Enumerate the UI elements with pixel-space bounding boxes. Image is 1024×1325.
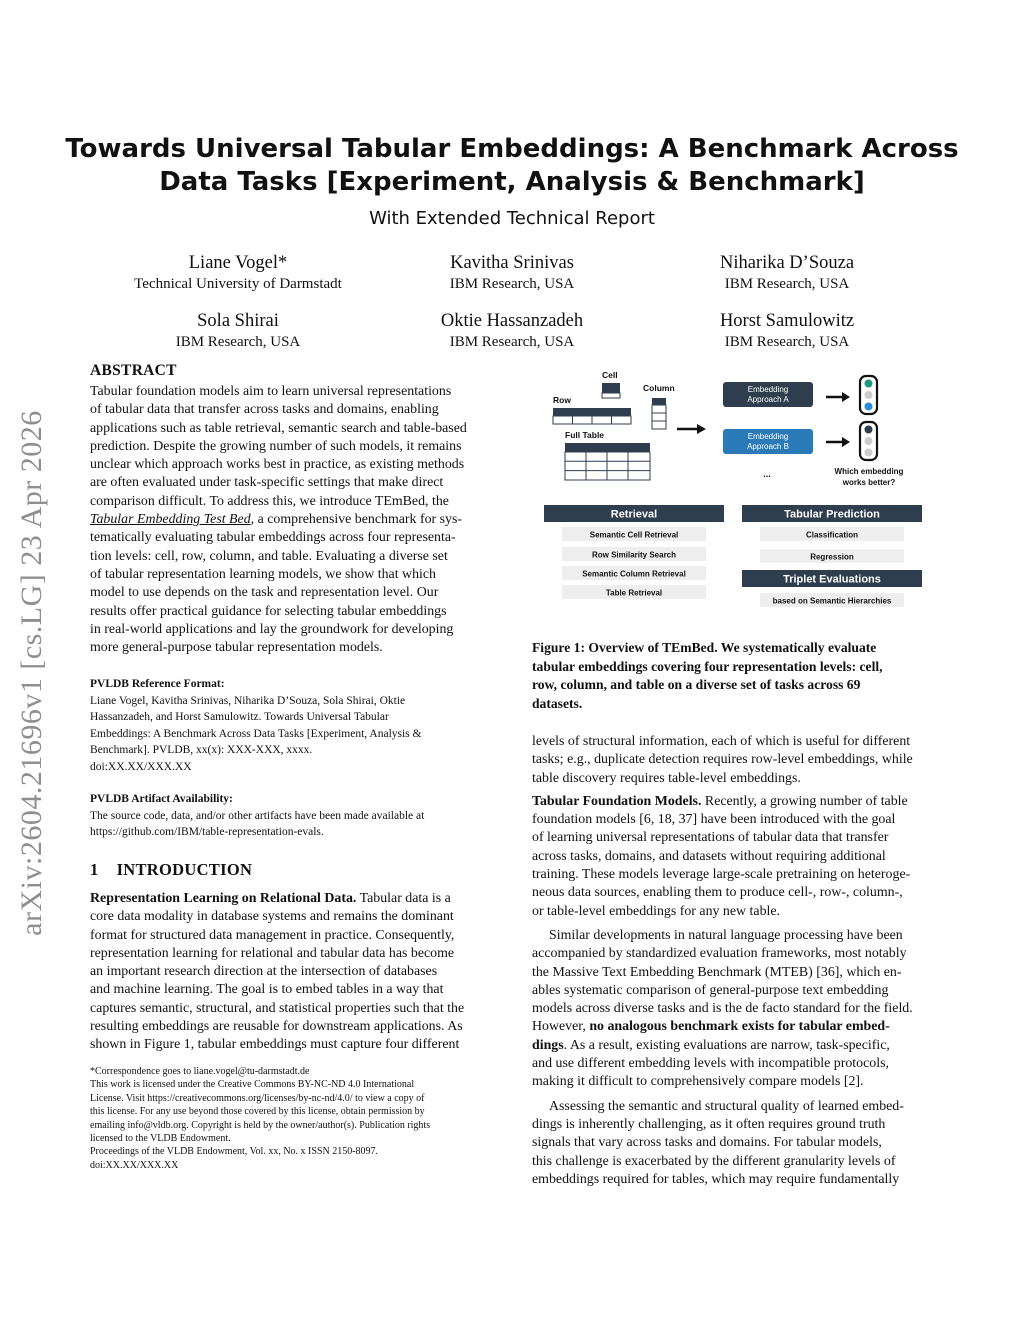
- pvldb-line: Benchmark]. PVLDB, xx(x): XXX-XXX, xxxx.: [90, 744, 313, 756]
- figure-caption: [532, 639, 942, 713]
- body-line: dings is inherently challenging, as it often requires ground truth: [532, 1116, 886, 1132]
- paragraph-heading: Tabular Foundation Models.: [532, 793, 702, 809]
- emphasis: no analogous benchmark exists for tabular embed-: [589, 1019, 890, 1035]
- paper-subtitle: With Extended Technical Report: [369, 208, 655, 229]
- author-name: Sola Shirai: [197, 311, 279, 331]
- body-line: foundation models [6, 18, 37] have been introduced with the goal: [532, 812, 896, 828]
- footnote-line: This work is licensed under the Creative Commons BY-NC-ND 4.0 International: [90, 1079, 415, 1091]
- abstract-line: applications such as table retrieval, semantic search and table-based: [90, 420, 467, 436]
- abstract-line: unclear which approach works best in practice, as existing methods: [90, 457, 465, 473]
- label-cell: Cell: [602, 370, 618, 380]
- abstract-line: tematically evaluating tabular embeddings across four representa-: [90, 530, 456, 546]
- emphasis: dings: [532, 1037, 564, 1053]
- abstract-line: are often evaluated under task-specific settings that make direct: [90, 475, 444, 491]
- body-line: signals that vary across tasks and domains. For tabular models,: [532, 1135, 882, 1151]
- footnote-line: License. Visit https://creativecommons.org/licenses/by-nc-nd/4.0/ to view a copy of: [90, 1092, 425, 1104]
- prediction-item: Regression: [810, 552, 854, 562]
- abstract-line: comparison difficult. To address this, we introduce TEmBed, the: [90, 493, 449, 509]
- intro-line: and machine learning. The goal is to embed tables in a way that: [90, 982, 444, 998]
- left-column: [90, 362, 493, 657]
- caption-line: datasets.: [532, 695, 583, 711]
- full-table-block: [565, 443, 650, 480]
- author-1: [88, 252, 388, 294]
- approach-b-line2: Approach B: [747, 442, 789, 451]
- question-line1: Which embedding: [834, 467, 904, 476]
- intro-line: shown in Figure 1, tabular embeddings must capture four different: [90, 1037, 460, 1053]
- abstract-line: more general-purpose tabular representation models.: [90, 640, 383, 656]
- retrieval-item: Semantic Cell Retrieval: [589, 530, 679, 540]
- footnote-line: Proceedings of the VLDB Endowment, Vol. xx, No. x ISSN 2150-8097.: [90, 1146, 379, 1158]
- approach-a-line1: Embedding: [747, 385, 789, 394]
- approaches-ellipsis: ...: [763, 469, 771, 479]
- title-line-2: Data Tasks [Experiment, Analysis & Benchmark]: [159, 167, 865, 197]
- retrieval-item: Table Retrieval: [605, 588, 663, 598]
- author-5: [362, 310, 662, 352]
- paper-title: [60, 133, 964, 199]
- retrieval-item: Semantic Column Retrieval: [582, 569, 686, 579]
- intro-line: captures semantic, structural, and statistical properties such that the: [90, 1000, 465, 1016]
- body-line-pre: However,: [532, 1019, 590, 1035]
- tembed-expansion: Tabular Embedding Test Bed: [90, 512, 251, 528]
- abstract-line: prediction. Despite the growing number of such models, it remains: [90, 438, 462, 454]
- footnote-line: emailing info@vldb.org. Copyright is held by the owner/author(s). Publication rights: [90, 1119, 431, 1131]
- arrow-right-icon: [826, 392, 850, 402]
- intro-line: representation learning for relational and tabular data has become: [90, 945, 455, 961]
- intro-line: resulting embeddings are reusable for downstream applications. As: [90, 1019, 463, 1035]
- footnote-correspondence: *Correspondence goes to liane.vogel@tu-darmstadt.de: [90, 1066, 310, 1077]
- author-name: Niharika D’Souza: [719, 253, 855, 273]
- pvldb-reference: [90, 676, 500, 775]
- author-name: Horst Samulowitz: [719, 311, 855, 331]
- caption-line: tabular embeddings covering four representation levels: cell,: [532, 658, 883, 674]
- intro-line: an important research direction at the intersection of databases: [90, 964, 438, 980]
- author-name: Oktie Hassanzadeh: [440, 311, 584, 331]
- indicator-lights-icon: [860, 422, 877, 460]
- label-full-table: Full Table: [565, 430, 605, 440]
- triplet-item: based on Semantic Hierarchies: [772, 596, 892, 606]
- pvldb-reference-heading: PVLDB Reference Format:: [90, 678, 225, 690]
- body-line: embeddings required for tables, which may require fundamentally: [532, 1171, 900, 1187]
- footnote-line: this license. For any use beyond those covered by this license, obtain permission by: [90, 1106, 425, 1118]
- author-4: [88, 310, 388, 352]
- body-line: accompanied by standardized evaluation frameworks, most notably: [532, 946, 907, 962]
- abstract-line: Tabular foundation models aim to learn universal representations: [90, 384, 452, 399]
- section-title: INTRODUCTION: [116, 860, 253, 879]
- abstract-body: [90, 383, 493, 657]
- body-line: table discovery requires table-level embeddings.: [532, 770, 801, 786]
- body-line: [532, 1018, 935, 1036]
- author-name: Liane Vogel*: [188, 253, 288, 273]
- triplet-header: Triplet Evaluations: [783, 573, 881, 586]
- arxiv-identifier: arXiv:2604.21696v1 [cs.LG] 23 Apr 2026: [15, 410, 48, 936]
- abstract-heading: ABSTRACT: [90, 362, 177, 379]
- body-line: of learning universal representations of tabular data that transfer: [532, 830, 889, 846]
- pvldb-artifact-heading: PVLDB Artifact Availability:: [90, 793, 233, 805]
- arrow-right-icon: [826, 437, 850, 447]
- body-line-rest: Recently, a growing number of table: [701, 793, 908, 809]
- body-line-rest: . As a result, existing evaluations are narrow, task-specific,: [563, 1037, 890, 1053]
- artifact-link[interactable]: https://github.com/IBM/table-representation-evals.: [90, 826, 324, 838]
- intro-paragraph: [90, 890, 493, 1055]
- abstract-line: results offer practical guidance for selecting tabular embeddings: [90, 603, 447, 619]
- pvldb-line: Liane Vogel, Kavitha Srinivas, Niharika D’Souza, Sola Shirai, Oktie: [90, 694, 406, 707]
- question-line2: works better?: [842, 478, 896, 487]
- author-affiliation: IBM Research, USA: [449, 334, 575, 350]
- body-line: models across diverse tasks and is the de facto standard for the field.: [532, 1001, 913, 1017]
- cell-block-bottom: [602, 393, 620, 398]
- abstract-line: model to use depends on the task and representation level. Our: [90, 585, 439, 601]
- arrow-right-icon: [677, 424, 706, 434]
- prediction-header: Tabular Prediction: [784, 508, 880, 521]
- body-line: levels of structural information, each of which is useful for different: [532, 734, 911, 749]
- body-line: Similar developments in natural language processing have been: [549, 927, 903, 943]
- prediction-item: Classification: [805, 530, 859, 540]
- right-column-text: [532, 733, 935, 1189]
- pvldb-artifact: [90, 791, 500, 841]
- row-block: [553, 408, 631, 424]
- author-3: [637, 252, 937, 294]
- pvldb-line: Hassanzadeh, and Horst Samulowitz. Towards Universal Tabular: [90, 711, 389, 723]
- abstract-line: of tabular representation learning models, we show that which: [90, 566, 437, 582]
- retrieval-header: Retrieval: [610, 508, 658, 521]
- body-line: across tasks, domains, and datasets without requiring additional: [532, 848, 886, 864]
- title-line-1: Towards Universal Tabular Embeddings: A Benchmark Across: [65, 134, 959, 164]
- footnote-line: licensed to the VLDB Endowment.: [90, 1133, 231, 1145]
- label-column: Column: [643, 383, 675, 393]
- author-affiliation: IBM Research, USA: [449, 276, 575, 292]
- body-line: [532, 793, 935, 811]
- figure-1-diagram: [540, 368, 940, 628]
- author-affiliation: IBM Research, USA: [724, 334, 850, 350]
- abstract-line: [90, 511, 493, 529]
- figure-1: [540, 368, 940, 628]
- intro-line: format for structured data management in practice. Consequently,: [90, 927, 455, 943]
- body-line: making it difficult to comprehensively compare models [2].: [532, 1074, 864, 1090]
- body-line: this challenge is exacerbated by the different granularity levels of: [532, 1153, 896, 1169]
- author-6: [637, 310, 937, 352]
- caption-line: row, column, and table on a diverse set of tasks across 69: [532, 677, 861, 692]
- author-name: Kavitha Srinivas: [450, 253, 574, 273]
- author-affiliation: Technical University of Darmstadt: [134, 276, 342, 292]
- body-line: training. These models leverage large-scale pretraining on heteroge-: [532, 867, 911, 883]
- cell-block: [602, 383, 620, 393]
- body-line: [532, 1037, 935, 1055]
- paragraph-heading: Representation Learning on Relational Data.: [90, 891, 357, 906]
- body-line: neous data sources, enabling them to produce cell-, row-, column-,: [532, 885, 903, 901]
- artifact-line: The source code, data, and/or other artifacts have been made available at: [90, 809, 425, 822]
- abstract-line: of tabular data that transfer across tasks and domains, enabling: [90, 402, 439, 418]
- abstract-line: in real-world applications and lay the groundwork for developing: [90, 621, 454, 637]
- pvldb-line: Embeddings: A Benchmark Across Data Tasks [Experiment, Analysis &: [90, 727, 422, 740]
- section-number: 1: [90, 860, 99, 879]
- approach-a-line2: Approach A: [747, 395, 789, 404]
- author-affiliation: IBM Research, USA: [724, 276, 850, 292]
- author-2: [362, 252, 662, 294]
- intro-line-rest: Tabular data is a: [356, 891, 451, 906]
- body-line: Assessing the semantic and structural quality of learned embed-: [549, 1098, 904, 1114]
- abstract-line: tion levels: cell, row, column, and table. Evaluating a diverse set: [90, 548, 448, 564]
- body-line: the Massive Text Embedding Benchmark (MTEB) [36], which en-: [532, 964, 902, 980]
- pvldb-doi: doi:XX.XX/XXX.XX: [90, 760, 192, 773]
- intro-line: core data modality in database systems and remains the dominant: [90, 909, 454, 925]
- body-line: tasks; e.g., duplicate detection requires row-level embeddings, while: [532, 752, 913, 768]
- column-block: [652, 398, 666, 429]
- author-affiliation: IBM Research, USA: [175, 334, 301, 350]
- abstract-line-rest: , a comprehensive benchmark for sys-: [250, 512, 463, 528]
- intro-heading: [90, 860, 252, 880]
- retrieval-item: Row Similarity Search: [591, 550, 677, 560]
- footnote-line: doi:XX.XX/XXX.XX: [90, 1159, 179, 1171]
- intro-line: [90, 890, 493, 908]
- body-line: and use different embedding levels with incompatible protocols,: [532, 1056, 889, 1072]
- caption-line: Figure 1: Overview of TEmBed. We systematically evaluate: [532, 640, 877, 655]
- footnotes: [90, 1065, 500, 1172]
- body-line: ables systematic comparison of general-purpose text embedding: [532, 982, 889, 998]
- body-line: or table-level embeddings for any new table.: [532, 903, 781, 919]
- indicator-lights-icon: [860, 376, 877, 414]
- label-row: Row: [553, 395, 571, 405]
- approach-b-line1: Embedding: [747, 432, 789, 441]
